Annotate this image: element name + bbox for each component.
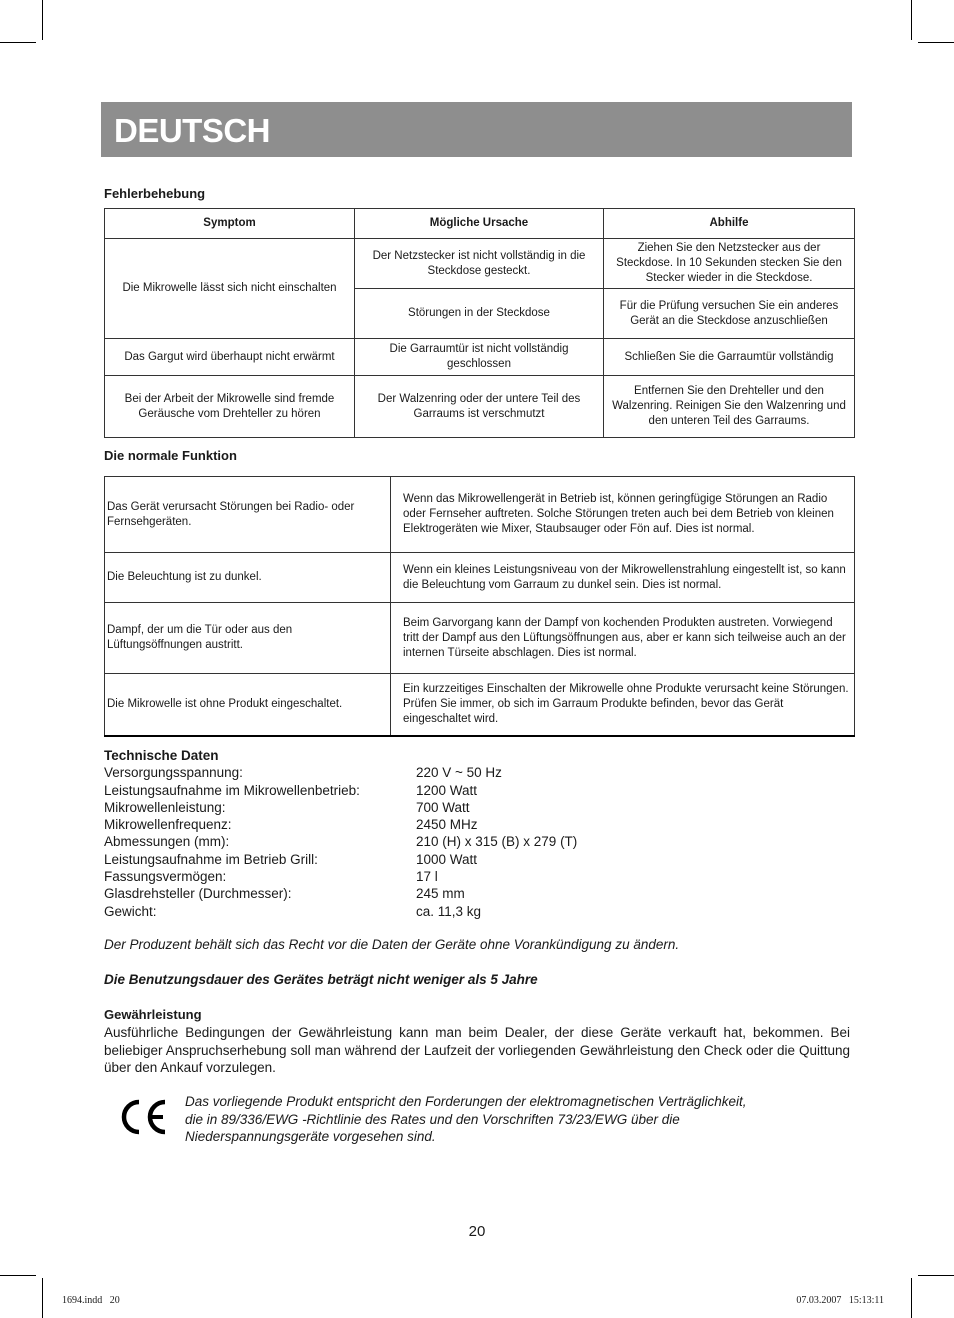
- crop-mark: [0, 1275, 36, 1276]
- spec-row: [104, 816, 478, 833]
- column-header: Abhilfe: [604, 209, 855, 239]
- explanation-cell: Ein kurzzeitiges Einschalten der Mikrowelle ohne Produkte verursacht keine Störungen. Prüfen Sie immer, ob sich im Garraum Produkte befinden, bevor das Gerät eingeschaltet wird.: [391, 674, 855, 736]
- banner-title: DEUTSCH: [114, 112, 271, 149]
- spec-row: [104, 799, 470, 816]
- service-life-note: Die Benutzungsdauer des Gerätes beträgt nicht weniger als 5 Jahre: [104, 972, 538, 987]
- spec-label: Fassungsvermögen:: [104, 869, 227, 885]
- footer-file: 1694.indd 20: [62, 1295, 120, 1306]
- cause-cell: Der Walzenring oder der untere Teil des Garraums ist verschmutzt: [355, 376, 604, 438]
- crop-mark: [911, 0, 912, 40]
- table-row: [105, 477, 855, 553]
- footer-timestamp: 07.03.2007 15:13:11: [796, 1295, 884, 1306]
- symptom-cell: Das Gerät verursacht Störungen bei Radio- oder Fernsehgeräten.: [105, 477, 391, 553]
- crop-mark: [42, 0, 43, 40]
- spec-value: 700 Watt: [416, 799, 470, 815]
- symptom-cell: Bei der Arbeit der Mikrowelle sind fremde Geräusche vom Drehteller zu hören: [105, 376, 355, 438]
- table-header-row: [105, 209, 855, 239]
- spec-row: [104, 764, 502, 781]
- ce-line: die in 89/336/EWG -Richtlinie des Rates und den Vorschriften 73/23/EWG über die: [185, 1111, 680, 1127]
- spec-value: 1000 Watt: [416, 851, 478, 867]
- spec-value: 245 mm: [416, 886, 465, 902]
- table-row: [105, 376, 855, 438]
- normal-function-heading: Die normale Funktion: [104, 448, 237, 463]
- spec-row: [104, 782, 478, 799]
- explanation-cell: Beim Garvorgang kann der Dampf von kochenden Produkten austreten. Vorwiegend tritt der Dampf aus den Lüftungsöffnungen aus, aber er kann sich teilweise auch an der internen Türseite abschlagen. Dies ist normal.: [391, 603, 855, 674]
- technical-data: [104, 747, 578, 920]
- spec-value: 1200 Watt: [416, 782, 478, 798]
- technical-data-heading: Technische Daten: [104, 748, 219, 763]
- symptom-cell: Die Beleuchtung ist zu dunkel.: [105, 553, 391, 603]
- crop-mark: [911, 1278, 912, 1318]
- troubleshooting-heading: Fehlerbehebung: [104, 186, 206, 201]
- spec-label: Leistungsaufnahme im Betrieb Grill:: [104, 851, 318, 867]
- ce-declaration: [185, 1093, 845, 1146]
- table-row: [105, 239, 855, 289]
- remedy-cell: Für die Prüfung versuchen Sie ein anderes Gerät an die Steckdose anzuschließen: [604, 289, 855, 339]
- page-number: 20: [468, 1223, 486, 1240]
- crop-mark: [0, 42, 36, 43]
- spec-value: 17 l: [416, 869, 438, 885]
- explanation-cell: Wenn das Mikrowellengerät in Betrieb ist, können geringfügige Störungen an Radio oder Fernseher auftreten. Solche Störungen treten auch bei dem Betrieb von kleinen Elektrogeräten wie Mixer, Staubsauger oder Fön auf. Dies ist normal.: [391, 477, 855, 553]
- spec-row: [104, 885, 465, 902]
- spec-label: Abmessungen (mm):: [104, 834, 230, 850]
- table-row: [105, 553, 855, 603]
- troubleshooting-table: [104, 208, 855, 438]
- remedy-cell: Entfernen Sie den Drehteller und den Walzenring. Reinigen Sie den Walzenring und den unteren Teil des Garraums.: [604, 376, 855, 438]
- cause-cell: Störungen in der Steckdose: [355, 289, 604, 339]
- warranty-heading: Gewährleistung: [104, 1007, 202, 1022]
- ce-line: Niederspannungsgeräte vorgesehen sind.: [185, 1129, 436, 1144]
- spec-value: 210 (H) x 315 (B) x 279 (T): [416, 834, 578, 850]
- cause-cell: Die Garraumtür ist nicht vollständig geschlossen: [355, 339, 604, 376]
- symptom-cell: Die Mikrowelle ist ohne Produkt eingeschaltet.: [105, 674, 391, 736]
- ce-line: Das vorliegende Produkt entspricht den Forderungen der elektromagnetischen Verträglichkeit,: [185, 1094, 747, 1109]
- spec-label: Leistungsaufnahme im Mikrowellenbetrieb:: [104, 782, 360, 798]
- spec-label: Gewicht:: [104, 903, 157, 919]
- table-row: [105, 339, 855, 376]
- crop-mark: [918, 1275, 954, 1276]
- spec-label: Mikrowellenfrequenz:: [104, 817, 232, 833]
- cause-cell: Der Netzstecker ist nicht vollständig in die Steckdose gesteckt.: [355, 239, 604, 289]
- spec-label: Versorgungsspannung:: [104, 765, 243, 781]
- spec-row: [104, 833, 578, 850]
- spec-row: [104, 851, 478, 868]
- column-header: Symptom: [105, 209, 355, 239]
- ce-mark-icon: [117, 1097, 169, 1137]
- table-row: [105, 603, 855, 674]
- spec-value: 2450 MHz: [416, 817, 478, 833]
- crop-mark: [918, 42, 954, 43]
- remedy-cell: Ziehen Sie den Netzstecker aus der Steckdose. In 10 Sekunden stecken Sie den Stecker wieder in die Steckdose.: [604, 239, 855, 289]
- remedy-cell: Schließen Sie die Garraumtür vollständig: [604, 339, 855, 376]
- column-header: Mögliche Ursache: [355, 209, 604, 239]
- warranty-text: Ausführliche Bedingungen der Gewährleistung kann man beim Dealer, der diese Geräte verkauft hat, bekommen. Bei beliebiger Anspruchserhebung soll man während der Laufzeit der vorliegenden Gewährleistung den Check oder die Quittung über den Ankauf vorzulegen.: [104, 1025, 850, 1075]
- spec-value: ca. 11,3 kg: [416, 903, 482, 919]
- explanation-cell: Wenn ein kleines Leistungsniveau von der Mikrowellenstrahlung eingestellt ist, so kann die Beleuchtung vom Garraum zu dunkel sein. Dies ist normal.: [391, 553, 855, 603]
- spec-row: [104, 868, 438, 885]
- manufacturer-note: Der Produzent behält sich das Recht vor die Daten der Geräte ohne Vorankündigung zu ändern.: [104, 937, 680, 952]
- symptom-cell: Die Mikrowelle lässt sich nicht einschalten: [105, 239, 355, 339]
- normal-function-table: [104, 476, 855, 737]
- spec-label: Mikrowellenleistung:: [104, 799, 226, 815]
- table-row: [105, 674, 855, 736]
- symptom-cell: Das Gargut wird überhaupt nicht erwärmt: [105, 339, 355, 376]
- spec-label: Glasdrehsteller (Durchmesser):: [104, 886, 292, 902]
- crop-mark: [42, 1278, 43, 1318]
- language-banner: [101, 102, 852, 157]
- spec-value: 220 V ~ 50 Hz: [416, 765, 502, 781]
- spec-row: [104, 903, 482, 920]
- symptom-cell: Dampf, der um die Tür oder aus den Lüftungsöffnungen austritt.: [105, 603, 391, 674]
